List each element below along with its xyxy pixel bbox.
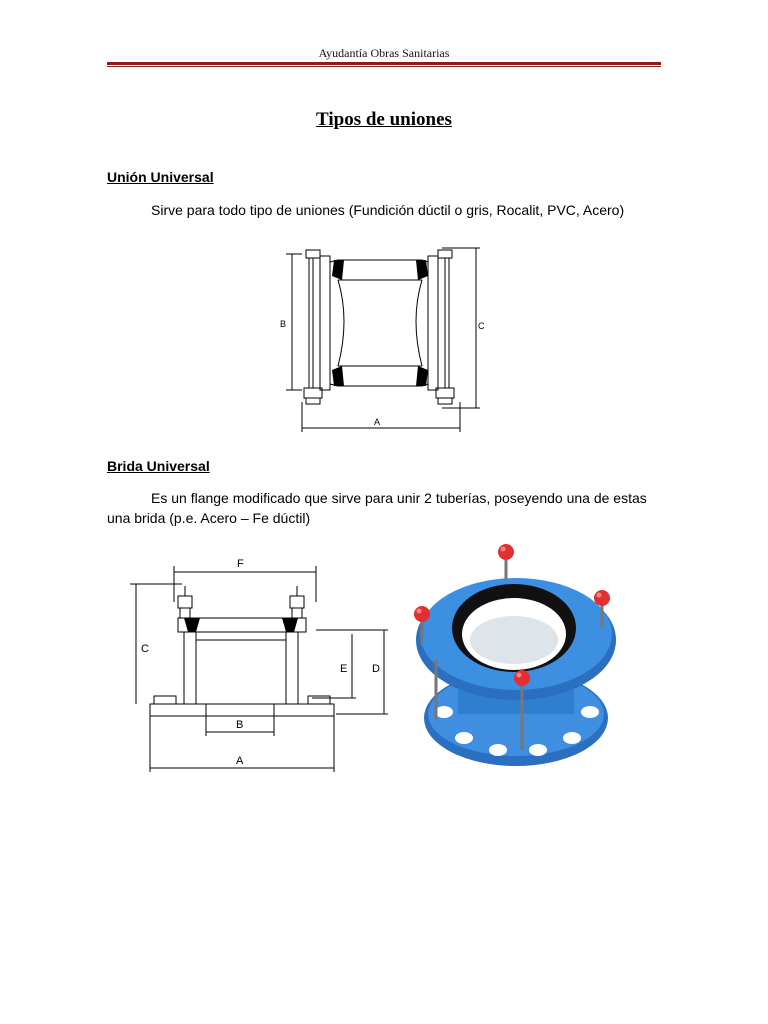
- dim-label-c: C: [478, 321, 485, 331]
- brida-universal-diagram: [126, 552, 392, 778]
- dim-label-c-brida: C: [141, 643, 149, 655]
- section-paragraph-brida-universal: Es un flange modificado que sirve para unir 2 tuberías, poseyendo una de estas una brida (p.e. Acero – Fe dúctil): [107, 490, 647, 526]
- header-rule: [107, 62, 661, 65]
- header-rule-thin: [107, 66, 661, 67]
- union-universal-diagram: [272, 240, 502, 436]
- brida-universal-photo: [400, 540, 636, 780]
- dim-label-a-brida: A: [236, 755, 244, 767]
- dim-label-e: E: [340, 663, 348, 675]
- section-heading-union-universal: Unión Universal: [107, 169, 214, 185]
- dim-label-b-brida: B: [236, 719, 244, 731]
- page-title: Tipos de uniones: [316, 109, 452, 130]
- section-paragraph-union-universal: Sirve para todo tipo de uniones (Fundición dúctil o gris, Rocalit, PVC, Acero): [151, 202, 625, 218]
- page-header: Ayudantía Obras Sanitarias: [318, 46, 450, 60]
- dim-label-f: F: [237, 558, 244, 570]
- dim-label-d: D: [372, 663, 380, 675]
- section-heading-brida-universal: Brida Universal: [107, 458, 210, 474]
- dim-label-b: B: [280, 319, 287, 329]
- dim-label-a: A: [374, 417, 381, 427]
